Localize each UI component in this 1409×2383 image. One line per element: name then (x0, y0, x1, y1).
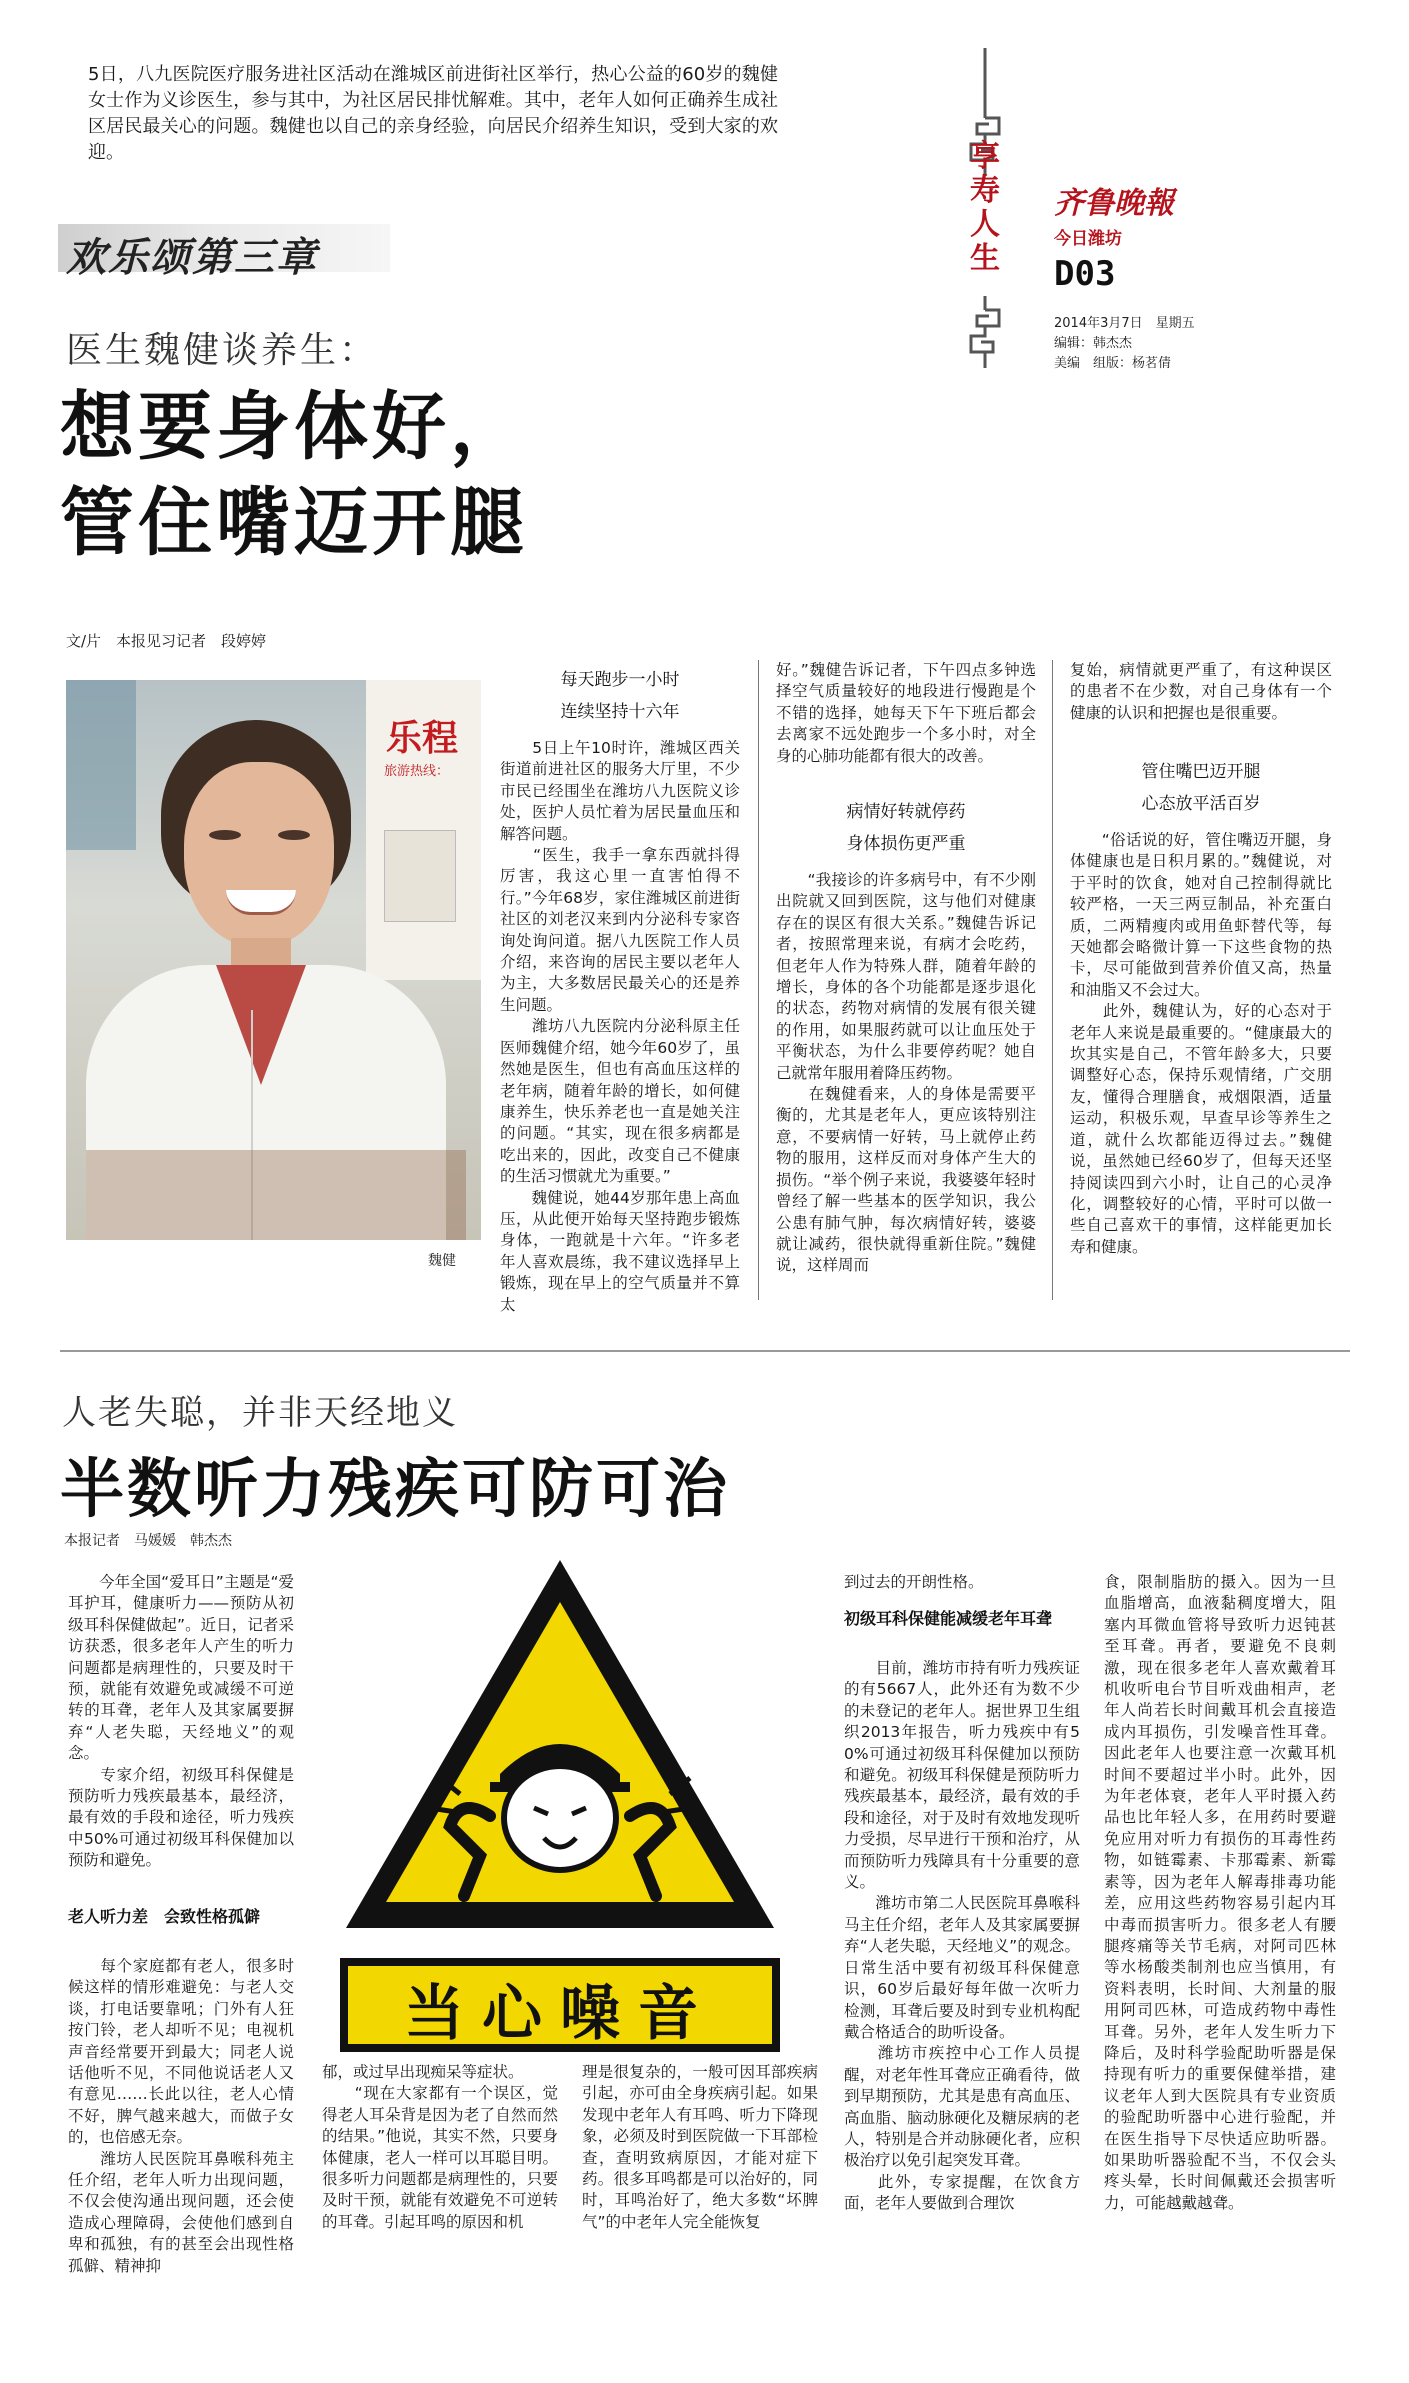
a1-col1-body: 5日上午10时许，潍城区西关街道前进社区的服务大厅里，不少市民已经围坐在潍坊八九医院义诊处，医护人员忙着为居民量血压和解答问题。 “医生，我手一拿东西就抖得厉害，我这心里一直害怕得不行。”今年68岁，家住潍城区前进街社区的刘老汉来到内分泌科专家咨询处询问道。据八九医院工作人员介绍，来咨询的居民主要以老年人为主，大多数居民最关心的还是养生问题。 潍坊八九医院内分泌科原主任医师魏健介绍，她今年60岁了，虽然她是医生，但也有高血压这样的老年病，随着年龄的增长，如何健康养生，快乐养老也一直是她关注的问题。“其实，现在很多病都是吃出来的，因此，改变自己不健康的生活习惯就尤为重要。” 魏健说，她44岁那年患上高血压，从此便开始每天坚持跑步锻炼身体，一跑就是十六年。“许多老年人喜欢晨练，我不建议选择早上锻炼，现在早上的空气质量并不算太 (500, 739, 740, 1314)
a1-col2-body: “我接诊的许多病号中，有不少刚出院就又回到医院，这与他们对健康存在的误区有很大关系。”魏健告诉记者，按照常理来说，有病才会吃药，但老年人作为特殊人群，随着年龄的增长，身体的各个功能都是逐步退化的状态，药物对病情的发展有很关键的作用，如果服药就可以让血压处于平衡状态，为什么非要停药呢？她自己就常年服用着降压药物。 在魏健看来，人的身体是需要平衡的，尤其是老年人，更应该特别注意，不要病情一好转，马上就停止药物的服用，这样反而对身体产生大的损伤。“举个例子来说，我婆婆年轻时曾经了解一些基本的医学知识，我公公患有肺气肿，每次病情好转，婆婆就让减药，很快就得重新住院。”魏健说，这样周而 (776, 871, 1036, 1275)
article2-byline: 本报记者 马媛媛 韩杰杰 (64, 1533, 232, 1549)
a2-col5-body: 食，限制脂肪的摄入。因为一旦血脂增高，血液黏稠度增大，阻塞内耳微血管将导致听力迟钝甚至耳聋。再者，要避免不良刺激，现在很多老年人喜欢戴着耳机收听电台节目听戏曲相声，老年人尚若长时间戴耳机会直接造成内耳损伤，引发噪音性耳聋。因此老年人也要注意一次戴耳机时间不要超过半小时。此外，因为年老体衰，老年人平时摄入药品也比年轻人多，在用药时要避免应用对听力有损伤的耳毒性药物，如链霉素、卡那霉素、新霉素等，因为老年人解毒排毒功能差，应用这些药物容易引起内耳中毒而损害听力。很多老人有腰腿疼痛等关节毛病，对阿司匹林等水杨酸类制剂也应当慎用，有资料表明，长时间、大剂量的服用阿司匹林，可造成药物中毒性耳聋。另外，老年人发生听力下降后，及时科学验配助听器是保持现有听力的重要保健举措，建议老年人到大医院具有专业资质的验配助听器中心进行验配，并在医生指导下尽快适应助听器。如果助听器验配不当，不仅会头疼头晕，长时间佩戴还会损害听力，可能越戴越聋。 (1104, 1573, 1336, 2212)
a2-col4-body-top: 到过去的开朗性格。 (844, 1573, 984, 1591)
a1-col2-body-top: 好。”魏健告诉记者，下午四点多钟选择空气质量较好的地段进行慢跑是个不错的选择，她每天下午下班后都会去离家不远处跑步一个多小时，对全身的心肺功能都有很大的改善。 (776, 661, 1036, 765)
newspaper-logo: 齐鲁晚報 (1054, 186, 1174, 221)
photo-caption: 魏健 (428, 1253, 456, 1269)
article1-byline: 文/片 本报见习记者 段婷婷 (66, 632, 267, 650)
a1-col2-subhead1: 病情好转就停药 (846, 802, 966, 822)
warning-sign-text: 当心噪音 (404, 1979, 716, 2049)
a2-col1-subhead: 老人听力差 会致性格孤僻 (68, 1907, 261, 1926)
article1-headline-line2: 管住嘴迈开腿 (60, 480, 528, 566)
issue-date: 2014年3月7日 星期五 (1054, 316, 1195, 331)
a2-col3-body: 理是很复杂的，一般可因耳部疾病引起，亦可由全身疾病引起。如果发现中老年人有耳鸣、听力下降现象，必须及时到医院做一下耳部检查，查明致病原因，才能对症下药。很多耳鸣都是可以治好的，同时，耳鸣治好了，绝大多数“坏脾气”的中老年人完全能恢复 (582, 2063, 818, 2231)
a2-col2-body: 郁，或过早出现痴呆等症状。 “现在大家都有一个误区，觉得老人耳朵背是因为老了自然而然的结果。”他说，其实不然，只要身体健康，老人一样可以耳聪目明。很多听力问题都是病理性的，只要及时干预，就能有效避免不可逆转的耳聋。引起耳鸣的原因和机 (322, 2063, 558, 2231)
a2-col1-body2: 每个家庭都有老人，很多时候这样的情形难避免：与老人交谈，打电话要靠吼；门外有人狂按门铃，老人却听不见；电视机声音经常要开到最大；同老人说话他听不见，不同他说话老人又有意见……长此以往，老人心情不好，脾气越来越大，而做子女的，也倍感无奈。 潍坊人民医院耳鼻喉科苑主任介绍，老年人听力出现问题，不仅会使沟通出现问题，还会使造成心理障碍，会使他们感到自卑和孤独，有的甚至会出现性格孤僻、精神抑 (68, 1957, 294, 2275)
portrait-photo (66, 680, 481, 1240)
a2-col4-body: 目前，潍坊市持有听力残疾证的有5667人，此外还有为数不少的未登记的老年人。据世界卫生组织2013年报告，听力残疾中有50%可通过初级耳科保健加以预防和避免。初级耳科保健是预防听力残疾最基本，最经济，最有效的手段和途径，对于及时有效地发现听力受损，尽早进行干预和治疗，从而预防听力残障具有十分重要的意义。 潍坊市第二人民医院耳鼻喉科马主任介绍，老年人及其家属要摒弃“人老失聪，天经地义”的观念。日常生活中要有初级耳科保健意识，60岁后最好每年做一次听力检测，耳聋后要及时到专业机构配戴合格适合的助听设备。 潍坊市疾控中心工作人员提醒，对老年性耳聋应正确看待，做到早期预防，尤其是患有高血压、高血脂、脑动脉硬化及糖尿病的老人，特别是合并动脉硬化者，应积极治疗以免引起突发耳聋。 此外，专家提醒，在饮食方面，老年人要做到合理饮 (844, 1659, 1080, 2213)
column-divider (758, 660, 759, 1300)
a1-col3-subhead1: 管住嘴巴迈开腿 (1141, 762, 1261, 782)
a2-col4-subhead: 初级耳科保健能减缓老年耳聋 (844, 1609, 1053, 1628)
intro-paragraph: 5日，八九医院医疗服务进社区活动在潍城区前进街社区举行，热心公益的60岁的魏健女士作为义诊医生，参与其中，为社区居民排忧解难。其中，老年人如何正确养生成社区居民最关心的问题。魏健也以自己的亲身经验，向居民介绍养生知识，受到大家的欢迎。 (88, 64, 778, 163)
column-divider (1052, 660, 1053, 1300)
designer-credit: 美编 组版：杨茗倩 (1054, 356, 1172, 371)
article1-headline-line1: 想要身体好， (60, 384, 528, 470)
photo-sign-subtext: 旅游热线： (384, 764, 450, 779)
a1-col1-subhead1: 每天跑步一小时 (560, 670, 680, 690)
a1-col1-subhead2: 连续坚持十六年 (560, 702, 680, 722)
section-vertical-title: 享寿人生 (970, 139, 1000, 276)
a1-col3-subhead2: 心态放平活百岁 (1141, 794, 1261, 814)
article2-kicker: 人老失聪，并非天经地义 (62, 1393, 458, 1433)
a1-col2-subhead2: 身体损伤更严重 (846, 834, 966, 854)
column-title: 欢乐颂第三章 (66, 235, 318, 281)
a1-col3-body: “俗话说的好，管住嘴迈开腿，身体健康也是日积月累的。”魏健说，对于平时的饮食，她对自己控制得就比较严格，一天三两豆制品，补充蛋白质，二两精瘦肉或用鱼虾替代等，每天她都会略微计算一下这些食物的热卡，尽可能做到营养价值又高，热量和油脂又不会过大。 此外，魏健认为，好的心态对于老年人来说是最重要的。“健康最大的坎其实是自己，不管年龄多大，只要调整好心态，保持乐观情绪，广交朋友，懂得合理膳食，戒烟限酒，适量运动，积极乐观，早查早诊等养生之道，就什么坎都能迈得过去。”魏健说，虽然她已经60岁了，但每天还坚持阅读四到六小时，让自己的心灵净化，调整较好的心情，平时可以做一些自己喜欢干的事情，这样能更加长寿和健康。 (1070, 831, 1332, 1256)
edition-name: 今日潍坊 (1054, 229, 1122, 249)
a2-col1-body: 今年全国“爱耳日”主题是“爱耳护耳，健康听力——预防从初级耳科保健做起”。近日，记者采访获悉，很多老年人产生的听力问题都是病理性的，只要及时干预，就能有效避免或减缓不可逆转的耳聋，老年人及其家属要摒弃“人老失聪，天经地义”的观念。 专家介绍，初级耳科保健是预防听力残疾最基本，最经济，最有效的手段和途径，听力残疾中50%可通过初级耳科保健加以预防和避免。 (68, 1573, 294, 1870)
a1-col3-body-top: 复始，病情就更严重了，有这种误区的患者不在少数，对自己身体有一个健康的认识和把握也是很重要。 (1070, 661, 1332, 722)
photo-sign-text: 乐程 (386, 718, 459, 759)
article2-headline: 半数听力残疾可防可治 (60, 1453, 730, 1527)
article1-kicker: 医生魏健谈养生： (66, 330, 379, 371)
page-number: D03 (1054, 254, 1116, 294)
section-divider (60, 1350, 1350, 1352)
editor-credit: 编辑：韩杰杰 (1054, 336, 1133, 351)
